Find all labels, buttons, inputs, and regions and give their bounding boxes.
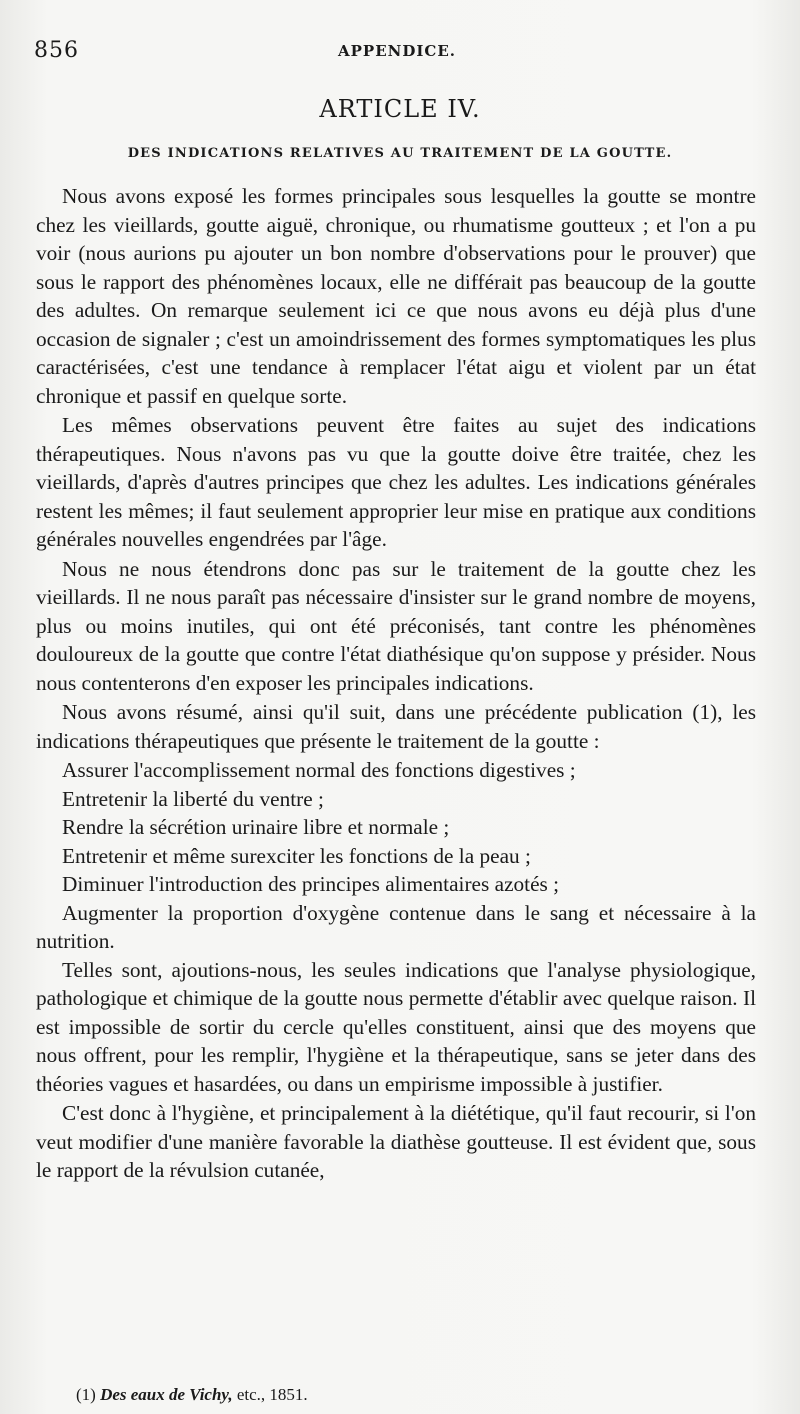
article-title: ARTICLE IV. [319,95,481,123]
article-subtitle: DES INDICATIONS RELATIVES AU TRAITEMENT DE LA GOUTTE. [127,146,673,161]
paragraph: Les mêmes observations peuvent être faites au sujet des indications thérapeutiques. Nous n'avons pas vu que la goutte doive être traitée, chez les vieillards, d'après d'autres principes que chez les adultes. Les indications générales restent les mêmes; il faut seulement approprier leur mise en pratique aux conditions générales nouvelles engendrées par l'âge. [36,413,756,551]
running-head [34,38,760,68]
paragraph: C'est donc à l'hygiène, et principalement à la diététique, qu'il faut recourir, si l'on veut modifier d'une manière favorable la diathèse goutteuse. Il est évident que, sous le rapport de la révulsion cutanée, [36,1101,756,1182]
paragraph: Nous ne nous étendrons donc pas sur le traitement de la goutte chez les vieillards. Il ne nous paraît pas nécessaire d'insister sur le grand nombre de moyens, plus ou moins inutiles, qui ont été préconisés, tant contre les phénomènes douloureux de la goutte que contre l'état diathésique qu'on suppose y présider. Nous nous contenterons d'en exposer les principales indications. [36,556,756,695]
paragraph: Nous avons résumé, ainsi qu'il suit, dans une précédente publication (1), les indications thérapeutiques que présente le traitement de la goutte : [36,700,756,753]
list-item: Augmenter la proportion d'oxygène contenue dans le sang et nécessaire à la nutrition. [36,900,756,953]
list-item: Rendre la sécrétion urinaire libre et normale ; [62,815,450,839]
running-title: APPENDICE. [338,42,456,60]
page-number: 856 [34,38,79,63]
footnote-suffix: etc., 1851. [236,1385,308,1404]
indications-list [36,756,756,956]
list-item: Entretenir et même surexciter les fonctions de la peau ; [62,843,531,868]
footnote [76,1385,308,1405]
paragraph: Nous avons exposé les formes principales sous lesquelles la goutte se montre chez les vieillards, goutte aiguë, chronique, ou rhumatisme goutteux ; et l'on a pu voir (nous aurions pu ajouter un bon nombre d'observations pour le prouver) que sous le rapport des phénomènes locaux, elle ne différait pas beaucoup de la goutte des adultes. On remarque seulement ici ce que nous avons eu déjà plus d'une occasion de signaler ; c'est un amoindrissement des formes symptomatiques les plus caractérisées, c'est une tendance à remplacer l'état aigu et violent par un état chronique et passif en quelque sorte. [36,184,756,408]
list-item: Assurer l'accomplissement normal des fonctions digestives ; [62,758,576,782]
footnote-title: Des eaux de Vichy, [100,1385,233,1404]
footnote-marker: (1) [76,1385,96,1404]
list-item: Entretenir la liberté du ventre ; [62,786,324,811]
body-text [36,182,756,1186]
paragraph: Telles sont, ajoutions-nous, les seules indications que l'analyse physiologique, pathologique et chimique de la goutte nous permette d'établir avec quelque raison. Il est impossible de sortir du cercle qu'elles constituent, ainsi que des moyens que nous offrent, pour les remplir, l'hygiène et la thérapeutique, sans se jeter dans des théories vagues et hasardées, ou dans un empirisme impossible à justifier. [36,957,756,1096]
list-item: Diminuer l'introduction des principes alimentaires azotés ; [62,872,560,896]
